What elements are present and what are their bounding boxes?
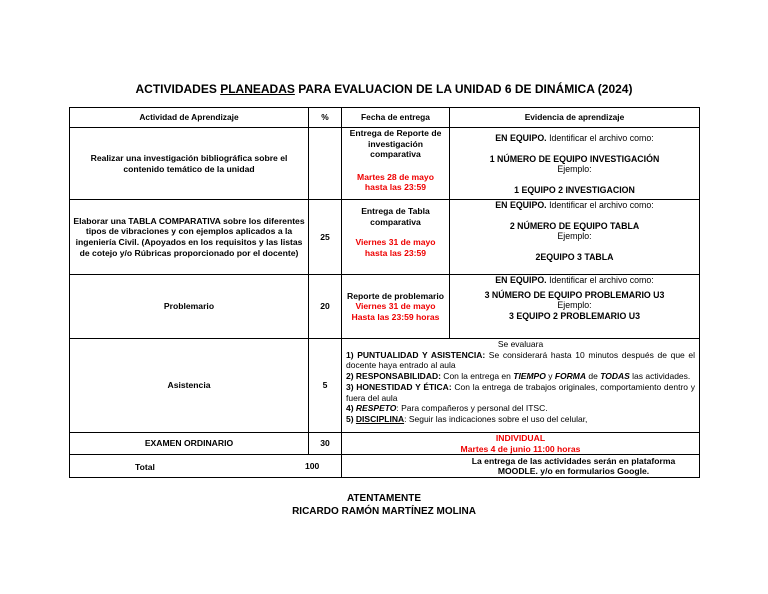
ev-team: EN EQUIPO. <box>495 275 547 285</box>
resp-de: de <box>586 371 601 382</box>
title-post: PARA EVALUACION DE LA UNIDAD 6 DE DINÁMICA (2024) <box>294 82 633 96</box>
item-text: Con la entrega en <box>440 371 514 382</box>
item-num: 3) <box>346 381 357 392</box>
row-pct: 25 <box>309 200 342 275</box>
examen-individual: INDIVIDUAL <box>495 433 546 443</box>
row-actividad: Realizar una investigación bibliográfica sobre el contenido temático de la unidad <box>70 128 309 200</box>
resp-forma: FORMA <box>554 371 586 382</box>
document-title <box>0 82 768 96</box>
row-fecha <box>342 200 450 275</box>
item-text: Con la entrega de trabajos originales, comportamiento dentro y fuera del aula <box>346 381 695 403</box>
ev-ident: Identificar el archivo como: <box>546 200 654 210</box>
ev-ident: Identificar el archivo como: <box>546 133 654 143</box>
resp-todas: TODAS <box>600 371 630 382</box>
item-text: : Para compañeros y personal del ITSC. <box>396 403 548 414</box>
ev-example: 1 EQUIPO 2 INVESTIGACION <box>514 184 635 195</box>
row-fecha <box>342 128 450 200</box>
total-note: La entrega de las actividades serán en plataforma MOODLE. y/o en formularios Google. <box>342 455 700 478</box>
header-evidencia: Evidencia de aprendizaje <box>450 108 700 128</box>
fecha-date: Viernes 31 de mayo hasta las 23:59 <box>355 237 436 258</box>
examen-evidencia <box>342 433 700 455</box>
ev-example: 2EQUIPO 3 TABLA <box>535 251 614 262</box>
signature-name: RICARDO RAMÓN MARTÍNEZ MOLINA <box>292 506 476 517</box>
fecha-label: Entrega de Tabla comparativa <box>361 206 430 227</box>
table-row <box>70 455 700 478</box>
total-value: 100 <box>305 461 320 472</box>
ev-ejemplo: Ejemplo: <box>557 300 592 311</box>
row-actividad: Elaborar una TABLA COMPARATIVA sobre los diferentes tipos de vibraciones y con ejemplos aplicados a la ingeniería Civil. (Apoyados en los requisitos y las listas de cotejo y/o Rúbricas proporcionado por el docente) <box>70 200 309 275</box>
item-num: 2) <box>346 371 356 382</box>
title-pre: ACTIVIDADES <box>135 82 221 96</box>
ev-format: 1 NÚMERO DE EQUIPO INVESTIGACIÓN <box>489 153 660 164</box>
ev-ident: Identificar el archivo como: <box>546 275 654 285</box>
row-actividad: Asistencia <box>70 339 309 433</box>
row-evidencia <box>450 275 700 339</box>
resp-y: y <box>545 371 555 382</box>
total-cell <box>70 455 342 478</box>
row-actividad: EXAMEN ORDINARIO <box>70 433 309 455</box>
item-num: 1) <box>346 349 358 360</box>
item-label: DISCIPLINA <box>355 413 405 424</box>
examen-date: Martes 4 de junio 11:00 horas <box>460 443 581 454</box>
se-evaluara: Se evaluara <box>497 339 544 349</box>
activities-table <box>69 107 700 478</box>
ev-example: 3 EQUIPO 2 PROBLEMARIO U3 <box>509 310 640 321</box>
total-label: Total <box>135 462 155 473</box>
header-fecha: Fecha de entrega <box>342 108 450 128</box>
ev-ejemplo: Ejemplo: <box>557 231 592 242</box>
row-pct: 5 <box>309 339 342 433</box>
fecha-date: Viernes 31 de mayo Hasta las 23:59 horas <box>351 301 440 322</box>
item-label: RESPONSABILIDAD: <box>355 371 441 382</box>
item-text: : Seguir las indicaciones sobre el uso del celular, <box>404 413 588 424</box>
table-row <box>70 200 700 275</box>
ev-format: 3 NÚMERO DE EQUIPO PROBLEMARIO U3 <box>484 289 665 300</box>
row-pct: 20 <box>309 275 342 339</box>
row-fecha <box>342 275 450 339</box>
table-row <box>70 339 700 433</box>
ev-team: EN EQUIPO. <box>495 133 547 143</box>
header-pct: % <box>309 108 342 128</box>
resp-tiempo: TIEMPO <box>513 371 546 382</box>
fecha-label: Reporte de problemario <box>347 290 444 301</box>
title-underlined: PLANEADAS <box>220 82 295 96</box>
header-actividad: Actividad de Aprendizaje <box>70 108 309 128</box>
item-num: 5) <box>346 413 356 424</box>
asistencia-criteria <box>342 339 700 433</box>
row-evidencia <box>450 128 700 200</box>
item-num: 4) <box>346 403 356 414</box>
ev-ejemplo: Ejemplo: <box>557 164 592 175</box>
resp-end: las actividades. <box>629 371 691 382</box>
row-actividad: Problemario <box>70 275 309 339</box>
fecha-date: Martes 28 de mayo hasta las 23:59 <box>357 171 434 193</box>
row-pct: 30 <box>309 433 342 455</box>
table-row <box>70 128 700 200</box>
table-header-row <box>70 108 700 128</box>
signature-atentamente: ATENTAMENTE <box>346 493 422 504</box>
row-evidencia <box>450 200 700 275</box>
row-pct <box>309 128 342 200</box>
table-row <box>70 433 700 455</box>
item-label: RESPETO <box>355 403 397 414</box>
fecha-label: Entrega de Reporte de investigación comparativa <box>349 128 442 160</box>
ev-format: 2 NÚMERO DE EQUIPO TABLA <box>509 220 640 231</box>
table-row <box>70 275 700 339</box>
ev-team: EN EQUIPO. <box>495 200 547 210</box>
item-text: Se considerará hasta 10 minutos después de que el docente haya entrado al aula <box>346 349 696 371</box>
item-label: PUNTUALIDAD Y ASISTENCIA: <box>357 349 486 360</box>
item-label: HONESTIDAD Y ÉTICA: <box>356 381 452 392</box>
